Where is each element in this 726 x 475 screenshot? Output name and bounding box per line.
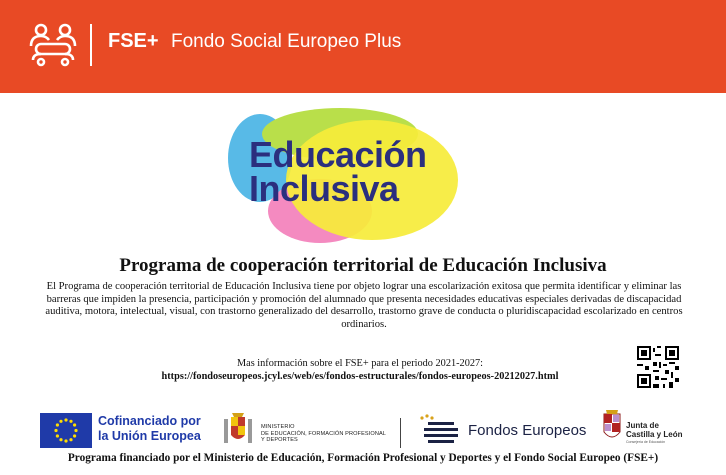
more-info-link[interactable]: https://fondoseuropeos.jcyl.es/web/es/fondos-estructurales/fondos-europeos-20212027.html [161, 371, 559, 382]
logo-divider [400, 418, 401, 448]
ministry-line-1: MINISTERIO [261, 424, 295, 430]
eu-line-2: la Unión Europea [98, 429, 201, 443]
brand-label: FSE+ [108, 30, 159, 52]
jcyl-line-1: Junta de [626, 421, 659, 430]
footer-funding-note: Programa financiado por el Ministerio de Educación, Formación Profesional y Deportes y el Fondo Social Europeo (FSE+) [67, 452, 659, 464]
fondos-europeos-flag-icon [418, 414, 464, 450]
more-info-block [120, 357, 600, 383]
junta-castilla-leon-label [626, 421, 682, 439]
ministry-line-2: DE EDUCACIÓN, FORMACIÓN PROFESIONAL [261, 430, 387, 437]
spain-coat-of-arms-icon [220, 411, 256, 449]
header-title: Fondo Social Europeo Plus [171, 31, 402, 52]
header-bar [0, 0, 726, 93]
jcyl-subtitle: Consejería de Educación [626, 440, 666, 444]
ministry-label [261, 424, 386, 444]
ministry-line-3: Y DEPORTES [261, 437, 298, 444]
logo-line-2: Inclusiva [249, 168, 399, 209]
more-info-label: Mas información sobre el FSE+ para el periodo 2021-2027: [236, 358, 483, 369]
fondos-europeos-label: Fondos Europeos [468, 422, 587, 439]
qr-code-icon[interactable] [637, 346, 679, 388]
people-around-table-icon [28, 22, 78, 68]
eu-line-1: Cofinanciado por [98, 414, 201, 428]
eu-flag-icon [40, 413, 92, 448]
castilla-leon-crest-icon [601, 410, 623, 446]
header-divider [90, 24, 92, 66]
logo-line-1: Educación [249, 134, 427, 175]
eu-cofinanced-label [98, 414, 201, 444]
jcyl-line-2: Castilla y León [626, 430, 683, 439]
program-description: El Programa de cooperación territorial de Educación Inclusiva tiene por objeto lograr una escolarización exitosa que permita identificar y eliminar las barreras que impiden la presencia, participación y promoción del alumnado que presenta necesidades educativas especiales derivadas de discapacidad auditiva, motora, intelectual, visual, con trastorno generalizado del desarrollo, trastorno grave de conducta o pluridiscapacidad escolarizado en centros ordinarios. [45, 281, 683, 330]
educacion-inclusiva-logo-text [249, 134, 427, 209]
page-title: Programa de cooperación territorial de Educación Inclusiva [119, 255, 607, 276]
